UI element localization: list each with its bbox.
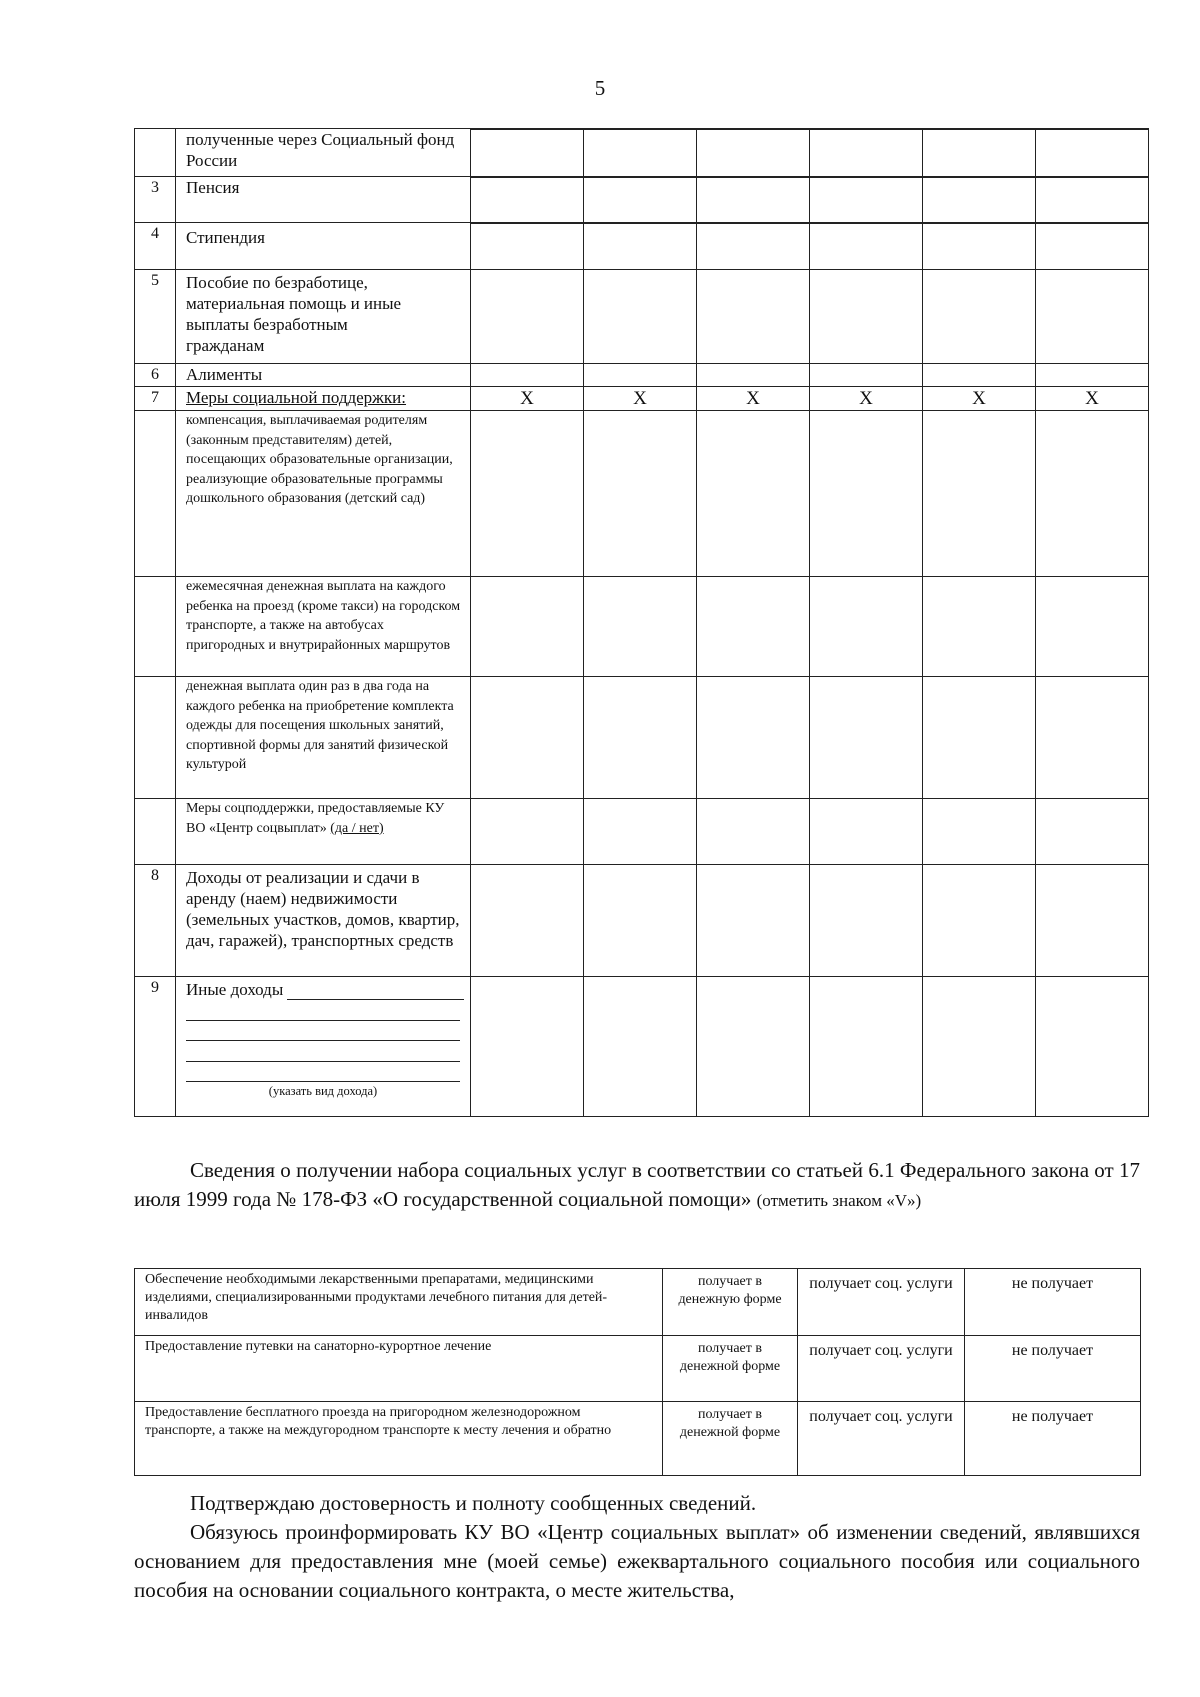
x-mark: X — [697, 387, 810, 411]
option-not-receiving[interactable]: не получает — [965, 1269, 1141, 1336]
value-cell[interactable] — [1036, 799, 1149, 865]
value-cell[interactable] — [810, 577, 923, 677]
table-row — [135, 677, 1149, 799]
value-cell[interactable] — [810, 177, 923, 223]
value-cell[interactable] — [923, 411, 1036, 577]
table-row — [135, 865, 1149, 977]
value-cell[interactable] — [810, 364, 923, 387]
social-services-paragraph — [134, 1156, 1140, 1215]
row-number — [135, 577, 176, 677]
row-label: Доходы от реализации и сдачи в аренду (наем) недвижимости (земельных участков, домов, квартир, дач, гаражей), транспортных средств — [176, 865, 471, 977]
service-name: Предоставление путевки на санаторно-курортное лечение — [135, 1336, 663, 1402]
row-label: полученные через Социальный фонд России — [176, 129, 471, 177]
table-row — [135, 577, 1149, 677]
option-cash[interactable]: получает в денежную форме — [663, 1269, 798, 1336]
x-mark: X — [810, 387, 923, 411]
row-number — [135, 411, 176, 577]
value-cell[interactable] — [697, 411, 810, 577]
value-cell[interactable] — [923, 677, 1036, 799]
value-cell[interactable] — [810, 677, 923, 799]
value-cell[interactable] — [923, 577, 1036, 677]
value-cell[interactable] — [471, 411, 584, 577]
value-cell[interactable] — [584, 364, 697, 387]
table-row — [135, 364, 1149, 387]
row-label: Пособие по безработице, материальная помощь и иные выплаты безработным гражданам — [176, 270, 471, 364]
option-services[interactable]: получает соц. услуги — [798, 1269, 965, 1336]
value-cell[interactable] — [697, 577, 810, 677]
value-cell[interactable] — [697, 129, 810, 177]
value-cell[interactable] — [1036, 364, 1149, 387]
value-cell[interactable] — [471, 865, 584, 977]
row-number: 5 — [135, 270, 176, 364]
value-cell[interactable] — [810, 865, 923, 977]
value-cell[interactable] — [584, 799, 697, 865]
value-cell[interactable] — [1036, 223, 1149, 270]
option-services[interactable]: получает соц. услуги — [798, 1336, 965, 1402]
table-row — [135, 387, 1149, 411]
value-cell[interactable] — [471, 223, 584, 270]
value-cell[interactable] — [923, 977, 1036, 1117]
row-label: Пенсия — [176, 177, 471, 223]
row-number — [135, 799, 176, 865]
table-row — [135, 799, 1149, 865]
value-cell[interactable] — [471, 177, 584, 223]
value-cell[interactable] — [923, 799, 1036, 865]
social-services-text: Сведения о получении набора социальных услуг в соответствии со статьей 6.1 Федерального закона от 17 июля 1999 года № 178-ФЗ «О государственной социальной помощи» — [134, 1158, 1140, 1211]
row-number: 7 — [135, 387, 176, 411]
row-label — [176, 799, 471, 865]
row-label: Алименты — [176, 364, 471, 387]
value-cell[interactable] — [923, 270, 1036, 364]
table-row — [135, 270, 1149, 364]
value-cell[interactable] — [584, 577, 697, 677]
x-mark: X — [1036, 387, 1149, 411]
value-cell[interactable] — [697, 177, 810, 223]
value-cell[interactable] — [471, 129, 584, 177]
x-mark: X — [923, 387, 1036, 411]
value-cell[interactable] — [697, 977, 810, 1117]
value-cell[interactable] — [1036, 865, 1149, 977]
value-cell[interactable] — [923, 177, 1036, 223]
value-cell[interactable] — [584, 865, 697, 977]
row-label: Стипендия — [176, 223, 471, 270]
obligation-text: Обязуюсь проинформировать КУ ВО «Центр социальных выплат» об изменении сведений, являвшихся основанием для предоставления мне (моей семье) ежеквартального социального пособия или социального пособия на основании социального контракта, о месте жительства, — [134, 1520, 1140, 1602]
value-cell[interactable] — [584, 270, 697, 364]
x-mark: X — [471, 387, 584, 411]
row-label-text: Меры соцподдержки, предоставляемые КУ ВО «Центр соцвыплат» — [186, 801, 445, 836]
services-table — [134, 1268, 1141, 1476]
other-income-line[interactable] — [186, 1062, 460, 1083]
other-income-line[interactable] — [186, 1041, 460, 1062]
service-name: Обеспечение необходимыми лекарственными препаратами, медицинскими изделиями, специализированными продуктами лечебного питания для детей-инвалидов — [135, 1269, 663, 1336]
row-number: 4 — [135, 223, 176, 270]
income-type-hint: (указать вид дохода) — [268, 1084, 378, 1098]
value-cell[interactable] — [1036, 129, 1149, 177]
other-income-line[interactable] — [186, 1021, 460, 1042]
table-row — [135, 129, 1149, 177]
value-cell[interactable] — [923, 223, 1036, 270]
value-cell[interactable] — [471, 270, 584, 364]
row-label: Меры социальной поддержки: — [176, 387, 471, 411]
service-name: Предоставление бесплатного проезда на пригородном железнодорожном транспорте, а также на междугородном транспорте к месту лечения и обратно — [135, 1402, 663, 1476]
value-cell[interactable] — [1036, 270, 1149, 364]
row-label: компенсация, выплачиваемая родителям (законным представителям) детей, посещающих образовательные организации, реализующие образовательные программы дошкольного образования (детский сад) — [176, 411, 471, 577]
x-mark: X — [584, 387, 697, 411]
value-cell[interactable] — [471, 977, 584, 1117]
value-cell[interactable] — [697, 223, 810, 270]
table-row — [135, 977, 1149, 1117]
row-number: 8 — [135, 865, 176, 977]
other-income-line[interactable] — [186, 1000, 460, 1021]
table-row — [135, 1336, 1141, 1402]
value-cell[interactable] — [1036, 177, 1149, 223]
value-cell[interactable] — [810, 129, 923, 177]
value-cell[interactable] — [697, 270, 810, 364]
income-table — [134, 128, 1149, 1117]
table-row — [135, 1269, 1141, 1336]
value-cell[interactable] — [923, 364, 1036, 387]
row-number — [135, 677, 176, 799]
value-cell[interactable] — [810, 270, 923, 364]
table-row — [135, 177, 1149, 223]
value-cell[interactable] — [697, 865, 810, 977]
value-cell[interactable] — [697, 364, 810, 387]
value-cell[interactable] — [584, 411, 697, 577]
table-row — [135, 223, 1149, 270]
option-not-receiving[interactable]: не получает — [965, 1336, 1141, 1402]
value-cell[interactable] — [697, 799, 810, 865]
value-cell[interactable] — [923, 865, 1036, 977]
row-number: 3 — [135, 177, 176, 223]
row-label: денежная выплата один раз в два года на каждого ребенка на приобретение комплекта одежды для посещения школьных занятий, спортивной формы для занятий физической культурой — [176, 677, 471, 799]
value-cell[interactable] — [471, 799, 584, 865]
value-cell[interactable] — [810, 977, 923, 1117]
row-number: 9 — [135, 977, 176, 1117]
value-cell[interactable] — [471, 364, 584, 387]
option-cash[interactable]: получает в денежной форме — [663, 1402, 798, 1476]
value-cell[interactable] — [471, 677, 584, 799]
value-cell[interactable] — [923, 129, 1036, 177]
option-not-receiving[interactable]: не получает — [965, 1402, 1141, 1476]
row-label: ежемесячная денежная выплата на каждого ребенка на проезд (кроме такси) на городском транспорте, а также на автобусах пригородных и внутрирайонных маршрутов — [176, 577, 471, 677]
value-cell[interactable] — [584, 977, 697, 1117]
table-row — [135, 1402, 1141, 1476]
row-number: 6 — [135, 364, 176, 387]
value-cell[interactable] — [810, 411, 923, 577]
yes-no-hint: (да / нет) — [330, 820, 384, 836]
other-income-line[interactable] — [287, 981, 464, 1000]
value-cell[interactable] — [471, 577, 584, 677]
value-cell[interactable] — [584, 129, 697, 177]
value-cell[interactable] — [584, 177, 697, 223]
row-label-text: Иные доходы — [186, 980, 284, 999]
option-services[interactable]: получает соц. услуги — [798, 1402, 965, 1476]
value-cell[interactable] — [584, 677, 697, 799]
value-cell[interactable] — [1036, 977, 1149, 1117]
table-row — [135, 411, 1149, 577]
value-cell[interactable] — [1036, 677, 1149, 799]
option-cash[interactable]: получает в денежной форме — [663, 1336, 798, 1402]
value-cell[interactable] — [697, 677, 810, 799]
row-number — [135, 129, 176, 177]
confirmation-text: Подтверждаю достоверность и полноту сообщенных сведений. — [190, 1491, 757, 1515]
value-cell[interactable] — [810, 799, 923, 865]
row-label — [176, 977, 471, 1117]
social-services-note: (отметить знаком «V») — [756, 1191, 922, 1210]
value-cell[interactable] — [1036, 411, 1149, 577]
value-cell[interactable] — [584, 223, 697, 270]
value-cell[interactable] — [810, 223, 923, 270]
value-cell[interactable] — [1036, 577, 1149, 677]
page-number: 5 — [594, 76, 606, 100]
